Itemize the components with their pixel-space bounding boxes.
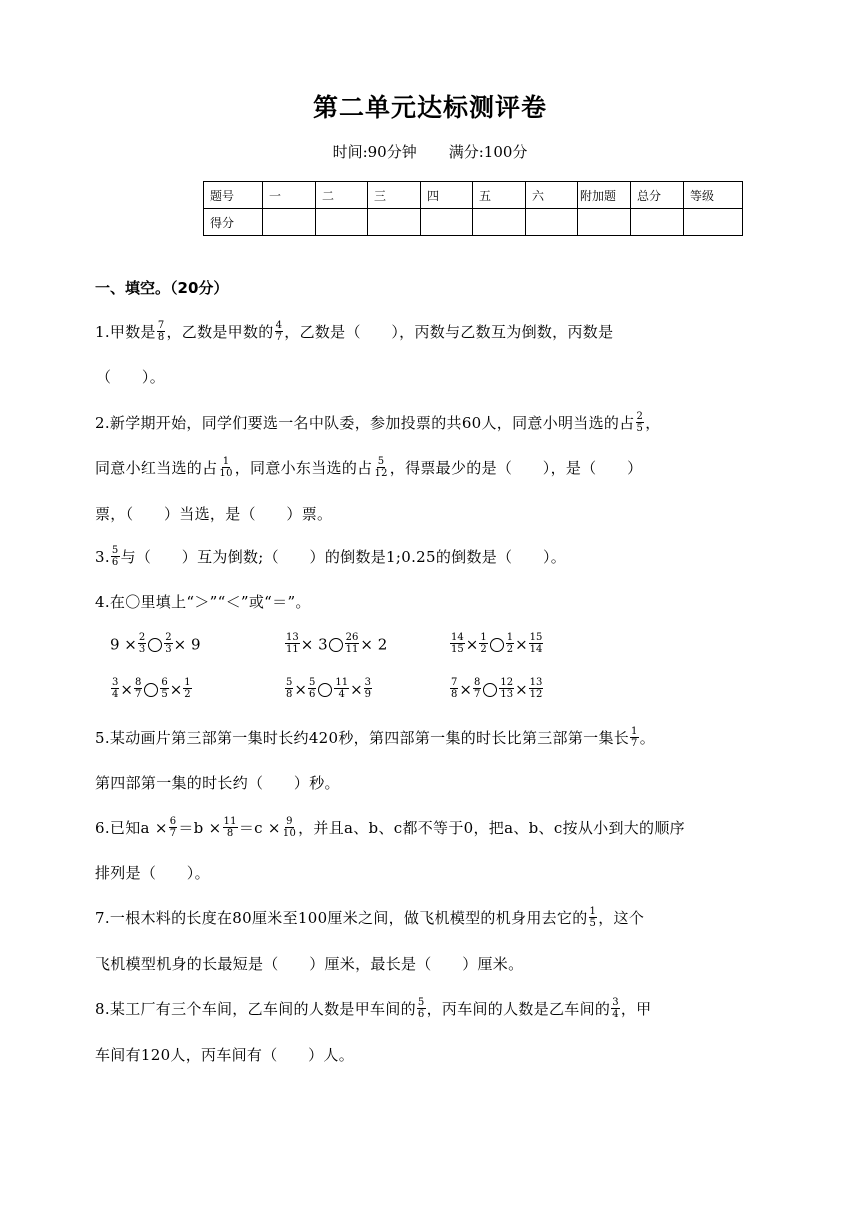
answer-circle[interactable] [490, 638, 504, 652]
numerator: 6 [169, 815, 177, 827]
denominator: 6 [417, 1008, 425, 1020]
fraction [164, 632, 172, 655]
fraction [450, 632, 465, 655]
denominator: 8 [451, 689, 458, 700]
table-cell: 等级 [684, 182, 743, 209]
question-7 [95, 907, 644, 931]
comparison-item [449, 679, 544, 702]
numerator: 5 [377, 455, 385, 467]
numerator: 5 [286, 677, 293, 688]
operator-text: 9 × [110, 635, 137, 654]
fraction [373, 456, 388, 479]
operator-text: × [294, 680, 307, 699]
denominator: 8 [157, 331, 165, 343]
numerator: 1 [506, 632, 514, 643]
fraction [345, 632, 360, 655]
comparison-item [284, 679, 373, 702]
exam-info [0, 141, 860, 162]
q6-text: ，并且a、b、c都不等于0，把a、b、c按从小到大的顺序 [298, 819, 685, 837]
comparison-item [449, 634, 544, 657]
numerator: 1 [631, 725, 638, 737]
fraction [473, 677, 481, 700]
score-input-cell[interactable] [473, 209, 526, 236]
table-cell: 一 [263, 182, 316, 209]
numerator: 11 [223, 815, 237, 827]
operator-text: × [459, 680, 472, 699]
fraction [364, 677, 372, 700]
fraction [499, 677, 514, 700]
numerator: 11 [335, 677, 349, 688]
denominator: 9 [364, 689, 372, 700]
table-cell: 三 [368, 182, 421, 209]
numerator: 6 [161, 677, 168, 688]
numerator: 9 [286, 815, 293, 827]
fraction [589, 906, 598, 929]
fraction [169, 816, 178, 839]
table-cell: 附加题 [578, 182, 631, 209]
q6-text: 6.已知a × [95, 819, 168, 837]
answer-circle[interactable] [148, 638, 162, 652]
question-7-line2: 飞机模型机身的长最短是（ ）厘米，最长是（ ）厘米。 [95, 955, 524, 973]
question-1-line2: （ ）。 [96, 368, 166, 386]
denominator: 12 [529, 689, 543, 700]
q6-text: ＝b × [178, 819, 222, 837]
q2-text: ，得票最少的是（ ），是（ ） [389, 459, 643, 477]
score-input-cell[interactable] [631, 209, 684, 236]
numerator: 1 [480, 632, 487, 643]
q1-text: ，乙数是（ ），丙数与乙数互为倒数，丙数是 [284, 323, 614, 341]
operator-text: × 9 [173, 635, 201, 654]
score-input-cell[interactable] [421, 209, 473, 236]
q8-text: ，甲 [620, 1000, 652, 1018]
numerator: 13 [286, 632, 299, 643]
table-cell: 五 [473, 182, 526, 209]
fraction [636, 411, 645, 434]
operator-text: × [169, 680, 183, 699]
denominator: 8 [226, 827, 234, 839]
fraction [183, 677, 191, 700]
q6-text: ＝c × [238, 819, 281, 837]
question-8 [95, 998, 651, 1022]
numerator: 2 [636, 410, 644, 422]
denominator: 8 [286, 689, 293, 700]
table-cell: 得分 [204, 209, 263, 236]
denominator: 13 [500, 689, 514, 700]
fraction [334, 677, 349, 700]
q7-text: 7.一根木料的长度在80厘米至100厘米之间，做飞机模型的机身用去它的 [95, 909, 588, 927]
table-cell: 题号 [204, 182, 263, 209]
operator-text: × [465, 635, 479, 654]
denominator: 11 [345, 644, 359, 655]
fraction [450, 677, 458, 700]
numerator: 8 [134, 677, 142, 688]
score-input-cell[interactable] [578, 209, 631, 236]
fraction [282, 816, 297, 839]
q2-text: 同意小红当选的占 [95, 459, 218, 477]
fraction [134, 677, 142, 700]
score-input-cell[interactable] [526, 209, 578, 236]
question-5-line2: 第四部第一集的时长约（ ）秒。 [95, 774, 340, 792]
fraction [138, 632, 146, 655]
numerator: 5 [417, 996, 425, 1008]
fraction [479, 632, 487, 655]
numerator: 13 [529, 677, 543, 688]
denominator: 14 [529, 644, 543, 655]
fraction [285, 677, 293, 700]
fraction [157, 320, 166, 343]
operator-text: × [120, 680, 133, 699]
numerator: 1 [184, 677, 191, 688]
denominator: 10 [219, 467, 233, 479]
denominator: 3 [138, 644, 146, 655]
score-input-cell[interactable] [684, 209, 743, 236]
score-input-cell[interactable] [368, 209, 421, 236]
denominator: 2 [506, 644, 514, 655]
table-cell: 总分 [631, 182, 684, 209]
comparison-item [284, 634, 387, 657]
numerator: 12 [500, 677, 514, 688]
numerator: 15 [529, 632, 543, 643]
denominator: 3 [165, 644, 172, 655]
denominator: 4 [338, 689, 345, 700]
q3-text: 与（ ）互为倒数;（ ）的倒数是1;0.25的倒数是（ ）。 [120, 548, 567, 566]
denominator: 10 [282, 827, 297, 839]
denominator: 7 [275, 331, 283, 343]
question-4: 4.在〇里填上“＞”“＜”或“＝”。 [95, 593, 311, 611]
fraction [111, 545, 120, 568]
time-limit: 时间:90分钟 [332, 143, 417, 161]
fraction [417, 997, 426, 1020]
fraction [529, 632, 544, 655]
question-3 [95, 546, 566, 570]
question-2-line2 [95, 457, 642, 481]
table-cell: 四 [421, 182, 473, 209]
fraction [529, 677, 544, 700]
denominator: 2 [184, 689, 191, 700]
numerator: 1 [589, 905, 597, 917]
question-5 [95, 727, 655, 751]
denominator: 5 [161, 689, 168, 700]
numerator: 14 [451, 632, 464, 643]
q8-text: 8.某工厂有三个车间，乙车间的人数是甲车间的 [95, 1000, 416, 1018]
numerator: 3 [112, 677, 119, 688]
score-input-cell[interactable] [316, 209, 368, 236]
fraction [308, 677, 316, 700]
q1-text: 1.甲数是 [95, 323, 156, 341]
fraction [223, 816, 238, 839]
question-1 [95, 321, 613, 345]
page-title: 第二单元达标测评卷 [312, 93, 547, 122]
section-heading: 一、填空。（20分） [95, 279, 229, 297]
operator-text: × [515, 680, 528, 699]
denominator: 6 [308, 689, 316, 700]
numerator: 4 [275, 319, 283, 331]
denominator: 5 [636, 422, 644, 434]
score-table-score-row [204, 209, 743, 236]
denominator: 7 [631, 737, 638, 749]
question-2-line3: 票，（ ）当选，是（ ）票。 [95, 505, 333, 523]
operator-text: × 2 [360, 635, 388, 654]
q5-text: 5.某动画片第三部第一集时长约420秒，第四部第一集的时长比第三部第一集长 [95, 729, 630, 747]
denominator: 15 [451, 644, 464, 655]
question-2 [95, 412, 661, 436]
numerator: 3 [364, 677, 372, 688]
fraction [218, 456, 233, 479]
numerator: 7 [157, 319, 165, 331]
table-cell: 二 [316, 182, 368, 209]
score-input-cell[interactable] [263, 209, 316, 236]
q8-text: ，丙车间的人数是乙车间的 [426, 1000, 611, 1018]
question-6 [95, 817, 685, 841]
denominator: 7 [169, 827, 177, 839]
numerator: 1 [222, 455, 230, 467]
q2-text: ， [645, 414, 661, 432]
fraction [275, 320, 284, 343]
q3-text: 3. [95, 548, 110, 566]
denominator: 4 [612, 1008, 619, 1020]
answer-circle[interactable] [144, 683, 158, 697]
fraction [160, 677, 168, 700]
fraction [285, 632, 300, 655]
fraction [630, 726, 639, 749]
operator-text: × [350, 680, 363, 699]
answer-circle[interactable] [483, 683, 497, 697]
q2-text: ，同意小东当选的占 [234, 459, 373, 477]
table-cell: 六 [526, 182, 578, 209]
denominator: 7 [134, 689, 142, 700]
question-8-line2: 车间有120人，丙车间有（ ）人。 [95, 1046, 355, 1064]
numerator: 8 [473, 677, 481, 688]
numerator: 5 [308, 677, 316, 688]
numerator: 7 [451, 677, 458, 688]
fraction [611, 997, 620, 1020]
q2-text: 2.新学期开始，同学们要选一名中队委，参加投票的共60人，同意小明当选的占 [95, 414, 635, 432]
q7-text: ，这个 [598, 909, 645, 927]
numerator: 26 [345, 632, 359, 643]
denominator: 6 [111, 556, 119, 568]
full-score: 满分:100分 [448, 143, 528, 161]
denominator: 7 [473, 689, 481, 700]
denominator: 2 [480, 644, 487, 655]
numerator: 5 [111, 544, 119, 556]
denominator: 12 [374, 467, 388, 479]
operator-text: × 3 [300, 635, 328, 654]
comparison-item [110, 679, 193, 702]
fraction [506, 632, 514, 655]
q5-text: 。 [639, 729, 656, 747]
score-table [203, 181, 743, 236]
answer-circle[interactable] [318, 683, 332, 697]
numerator: 3 [612, 996, 619, 1008]
denominator: 4 [112, 689, 119, 700]
fraction [111, 677, 119, 700]
answer-circle[interactable] [329, 638, 343, 652]
question-6-line2: 排列是（ ）。 [95, 864, 210, 882]
operator-text: × [515, 635, 528, 654]
score-table-header-row [204, 182, 743, 209]
q1-text: ，乙数是甲数的 [166, 323, 274, 341]
numerator: 2 [165, 632, 172, 643]
numerator: 2 [138, 632, 146, 643]
denominator: 11 [286, 644, 299, 655]
comparison-item [110, 634, 201, 657]
denominator: 5 [589, 917, 597, 929]
